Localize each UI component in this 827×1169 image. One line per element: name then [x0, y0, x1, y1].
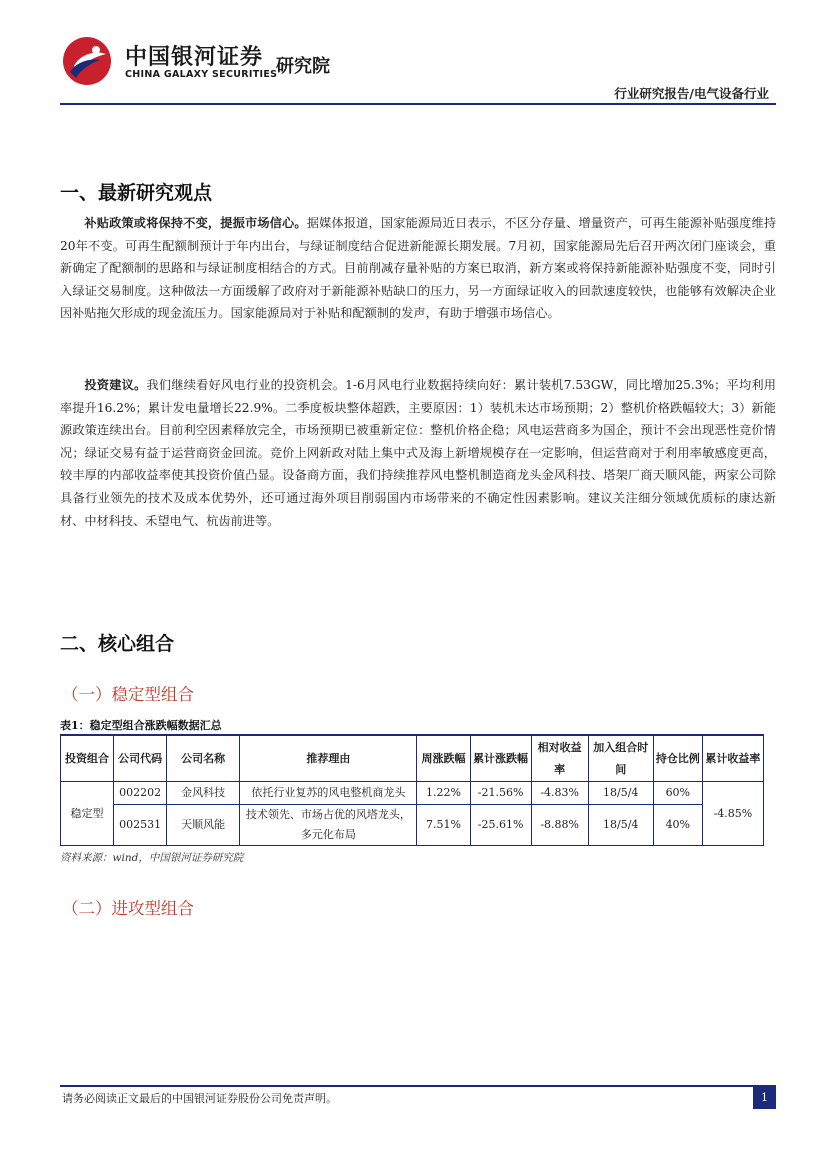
- company-name-cell: 天顺风能: [167, 805, 240, 846]
- paragraph-lead: 补贴政策或将保持不变，提振市场信心。: [84, 216, 307, 230]
- stock-code-cell: 002531: [114, 805, 167, 846]
- table-source-note: 资料来源：wind，中国银河证券研究院: [60, 852, 244, 864]
- column-header: 投资组合: [61, 735, 114, 782]
- paragraph-body: 我们继续看好风电行业的投资机会。1-6月风电行业数据持续向好：累计装机7.53GW，同比增加25.3%；平均利用率提升16.2%；累计发电量增长22.9%。二季度板块整体超跌，主要原因：1）装机未达市场预期；2）整机价格跌幅较大；3）新能源政策连续出台。目前利空因素释放完全，市场预期已被重新定位：整机价格企稳；风电运营商多为国企，预计不会出现恶性竞价情况；绿证交易有益于运营商资金回流。竞价上网新政对陆上集中式及海上新增规模存在一定影响，但运营商对于利用率敏感度更高，较丰厚的内部收益率使其投资价值凸显。设备商方面，我们持续推荐风电整机制造商龙头金风科技、塔架厂商天顺风能，两家公司除具备行业领先的技术及成本优势外，还可通过海外项目削弱国内市场带来的不确定性因素影响。建议关注细分领域优质标的康达新材、中材科技、禾望电气、杭齿前进等。: [60, 378, 776, 528]
- cumulative-change-cell: -25.61%: [470, 805, 531, 846]
- weight-cell: 60%: [653, 782, 702, 805]
- weekly-change-cell: 1.22%: [417, 782, 470, 805]
- header-divider: [60, 103, 776, 105]
- column-header: 周涨跌幅: [417, 735, 470, 782]
- institute-name: 研究院: [276, 56, 330, 77]
- column-header: 相对收益率: [531, 735, 588, 782]
- column-header: 推荐理由: [240, 735, 417, 782]
- column-header: 累计涨跌幅: [470, 735, 531, 782]
- weekly-change-cell: 7.51%: [417, 805, 470, 846]
- column-header: 加入组合时间: [588, 735, 653, 782]
- page-number: 1: [753, 1087, 776, 1109]
- subsection-title-aggressive: （二）进攻型组合: [62, 899, 194, 918]
- column-header: 公司代码: [114, 735, 167, 782]
- reason-cell: 技术领先、市场占优的风塔龙头，多元化布局: [240, 805, 417, 846]
- column-header: 持仓比例: [653, 735, 702, 782]
- table-row: [61, 805, 764, 846]
- reason-cell: 依托行业复苏的风电整机商龙头: [240, 782, 417, 805]
- relative-return-cell: -8.88%: [531, 805, 588, 846]
- table-header-row: [61, 735, 764, 782]
- subsection-title-stable: （一）稳定型组合: [62, 685, 194, 704]
- portfolio-group-cell: 稳定型: [61, 782, 114, 846]
- report-type: 行业研究报告/电气设备行业: [614, 86, 769, 101]
- join-date-cell: 18/5/4: [588, 782, 653, 805]
- cumulative-change-cell: -21.56%: [470, 782, 531, 805]
- footer-divider: [60, 1085, 776, 1087]
- weight-cell: 40%: [653, 805, 702, 846]
- stock-code-cell: 002202: [114, 782, 167, 805]
- join-date-cell: 18/5/4: [588, 805, 653, 846]
- table-row: [61, 782, 764, 805]
- logo-chinese-name: 中国银河证券: [125, 45, 264, 70]
- paragraph-investment-advice: [60, 374, 776, 532]
- section-title-latest-views: 一、最新研究观点: [60, 182, 213, 204]
- column-header: 公司名称: [167, 735, 240, 782]
- section-title-core-portfolio: 二、核心组合: [60, 633, 175, 655]
- logo-english-name: CHINA GALAXY SECURITIES: [125, 69, 278, 80]
- column-header: 累计收益率: [702, 735, 763, 782]
- paragraph-body: 据媒体报道，国家能源局近日表示，不区分存量、增量资产，可再生能源补贴强度维持20年不变。可再生配额制预计于年内出台，与绿证制度结合促进新能源长期发展。7月初，国家能源局先后召开两次闭门座谈会，重新确定了配额制的思路和与绿证制度相结合的方式。目前削减存量补贴的方案已取消，新方案或将保持新能源补贴强度不变，同时引入绿证交易制度。这种做法一方面缓解了政府对于新能源补贴缺口的压力，另一方面绿证收入的回款速度较快，也能够有效解决企业因补贴拖欠形成的现金流压力。国家能源局对于补贴和配额制的发声，有助于增强市场信心。: [60, 216, 777, 321]
- relative-return-cell: -4.83%: [531, 782, 588, 805]
- footer-disclaimer: 请务必阅读正文最后的中国银河证券股份公司免责声明。: [62, 1092, 337, 1105]
- paragraph-subsidy-policy: [60, 212, 776, 325]
- company-name-cell: 金风科技: [167, 782, 240, 805]
- table-caption: 表1：稳定型组合涨跌幅数据汇总: [60, 719, 222, 732]
- portfolio-table: [60, 734, 764, 846]
- paragraph-lead: 投资建议。: [84, 378, 147, 392]
- cumulative-return-cell: -4.85%: [702, 782, 763, 846]
- galaxy-logo-icon: [62, 36, 112, 86]
